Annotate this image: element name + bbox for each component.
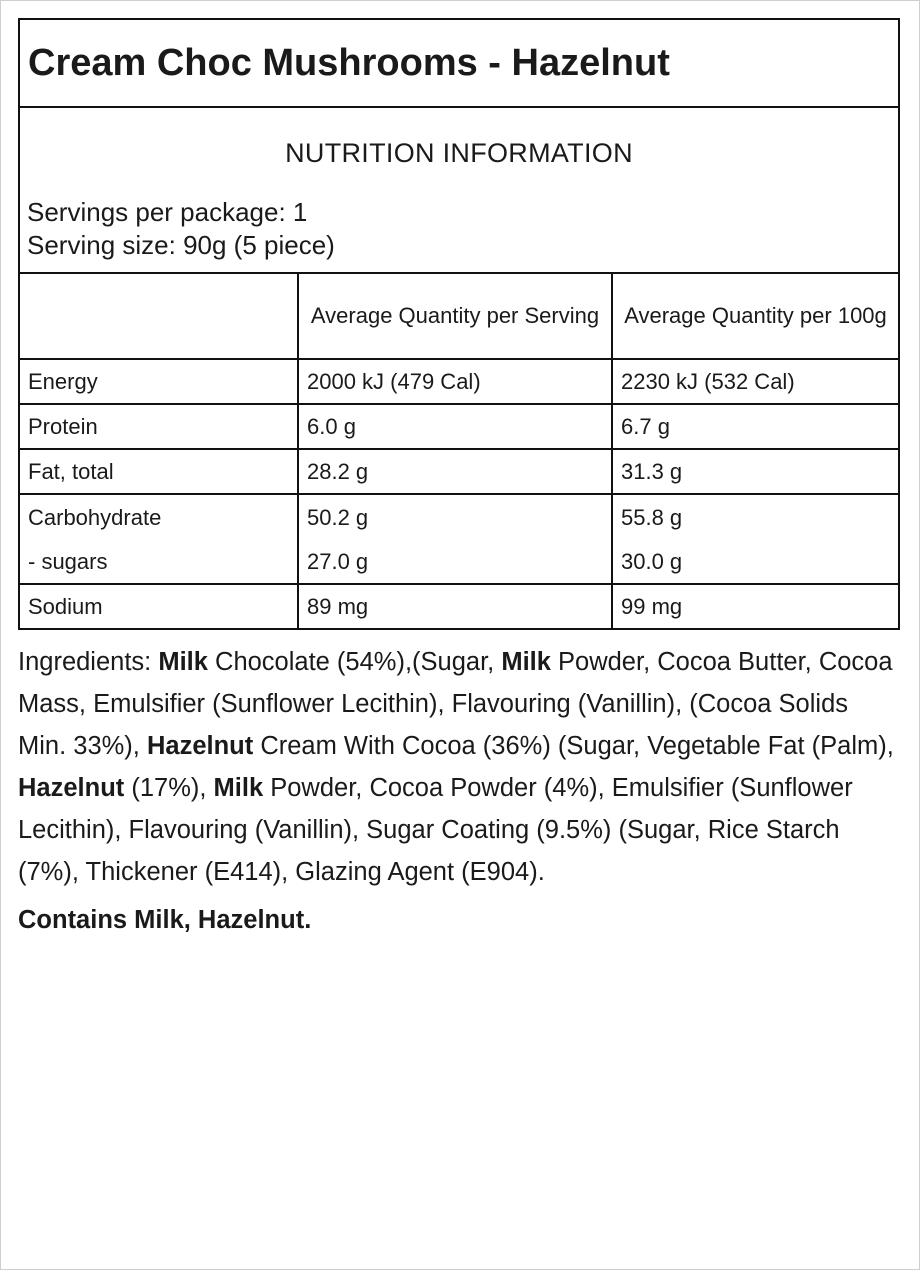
per-100g-value: 30.0 g	[612, 540, 898, 584]
serving-info	[27, 196, 335, 262]
per-serving-value: 6.0 g	[298, 404, 612, 449]
per-100g-value: 55.8 g	[612, 494, 898, 540]
allergen-milk: Milk	[158, 648, 208, 676]
ingredients-segment: Cream With Cocoa (36%) (Sugar, Vegetable Fat (Palm),	[253, 732, 894, 760]
header-cell-per-100g: Average Quantity per 100g	[612, 274, 898, 359]
per-serving-value: 2000 kJ (479 Cal)	[298, 359, 612, 404]
per-100g-value: 99 mg	[612, 584, 898, 628]
servings-per-package: Servings per package: 1	[27, 197, 308, 227]
nutrient-label: Protein	[20, 404, 298, 449]
header-cell-nutrient	[20, 274, 298, 359]
table-row-carbohydrate	[20, 494, 898, 540]
ingredients-segment: (17%),	[124, 774, 214, 802]
per-serving-value: 89 mg	[298, 584, 612, 628]
allergen-hazelnut: Hazelnut	[146, 732, 254, 760]
per-100g-value: 2230 kJ (532 Cal)	[612, 359, 898, 404]
title-box	[18, 18, 900, 108]
nutrition-heading: NUTRITION INFORMATION	[285, 138, 633, 168]
table-row-sugars	[20, 540, 898, 584]
ingredients-text	[18, 641, 900, 893]
nutrient-label: Sodium	[28, 593, 103, 619]
allergen-milk: Milk	[501, 648, 551, 676]
per-serving-value: 28.2 g	[298, 449, 612, 494]
table-header-row	[20, 274, 898, 359]
table-row-fat-total	[20, 449, 898, 494]
table-row-protein	[20, 404, 898, 449]
allergen-statement: Contains Milk, Hazelnut.	[18, 906, 312, 934]
allergen-hazelnut: Hazelnut	[18, 774, 125, 802]
nutrient-label: - sugars	[20, 540, 298, 584]
nutrient-label: Fat, total	[20, 449, 298, 494]
serving-size: Serving size: 90g (5 piece)	[27, 230, 335, 260]
nutrient-label: Energy	[20, 359, 298, 404]
per-serving-value: 50.2 g	[298, 494, 612, 540]
per-serving-value: 27.0 g	[298, 540, 612, 584]
per-100g-value: 31.3 g	[612, 449, 898, 494]
product-title: Cream Choc Mushrooms - Hazelnut	[28, 41, 670, 84]
allergen-milk: Milk	[213, 774, 264, 802]
per-100g-value: 6.7 g	[612, 404, 898, 449]
nutrition-information-panel	[18, 108, 900, 630]
ingredients-segment: Ingredients:	[18, 648, 159, 676]
nutrient-label: Carbohydrate	[28, 504, 162, 530]
table-row-sodium	[20, 584, 898, 628]
ingredients-segment: Chocolate (54%),(Sugar,	[207, 648, 502, 676]
nutrition-table	[20, 274, 898, 628]
nutrition-header	[20, 108, 898, 274]
header-cell-per-serving: Average Quantity per Serving	[298, 274, 612, 359]
ingredients-segment: Powder, Cocoa Powder (4%), Emulsifier (Sunflower Lecithin), Flavouring (Vanillin), Sugar Coating (9.5%) (Sugar, Rice Starch (7%), Thickener (E414), Glazing Agent (E904).	[18, 774, 853, 886]
ingredients-segment: Powder, Cocoa Butter, Cocoa Mass, Emulsifier (Sunflower Lecithin), Flavouring (Vanillin), (Cocoa Solids Min. 33%),	[18, 648, 893, 760]
table-row-energy	[20, 359, 898, 404]
nutrition-panel	[18, 18, 900, 941]
